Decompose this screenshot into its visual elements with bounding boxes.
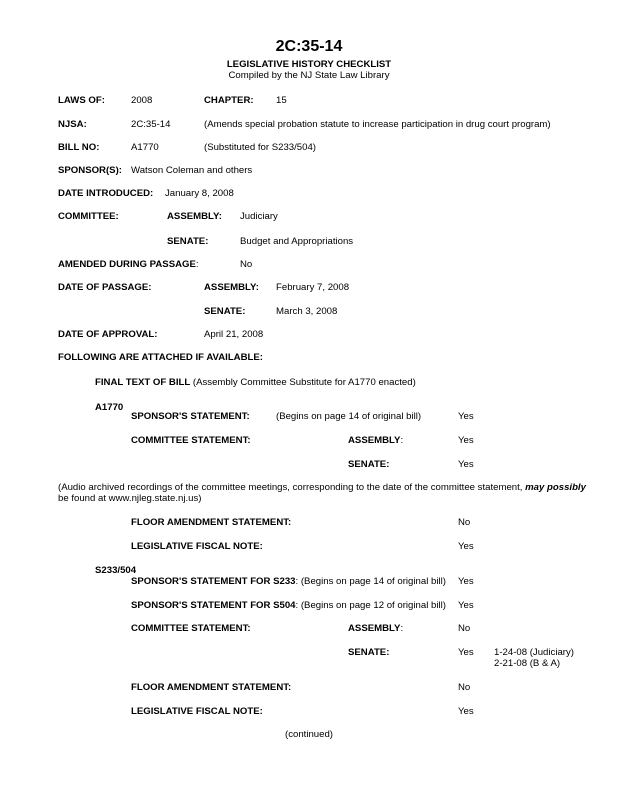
s233-senate-date-1: 1-24-08 (Judiciary) — [494, 647, 574, 658]
audio-note-line1 — [58, 482, 586, 493]
date-of-passage-label: DATE OF PASSAGE: — [58, 282, 152, 293]
passage-senate-value: March 3, 2008 — [276, 306, 338, 317]
s504-sponsor-line — [131, 600, 446, 611]
a1770-fiscal-note-value: Yes — [458, 541, 474, 552]
amended-value: No — [240, 259, 253, 270]
laws-of-value: 2008 — [131, 95, 153, 106]
s233-senate-value: Yes — [458, 647, 474, 658]
final-text-note: (Assembly Committee Substitute for A1770 enacted) — [190, 377, 416, 388]
laws-of-label: LAWS OF: — [58, 95, 105, 106]
continued-footer: (continued) — [285, 729, 333, 740]
a1770-committee-statement-label: COMMITTEE STATEMENT: — [131, 435, 251, 446]
s233-heading: S233/504 — [95, 565, 137, 576]
committee-senate-label: SENATE: — [167, 236, 209, 247]
a1770-sponsor-statement-value: Yes — [458, 411, 474, 422]
s233-senate-label: SENATE: — [348, 647, 390, 658]
passage-senate-label: SENATE: — [204, 306, 246, 317]
amended-label-group — [58, 259, 199, 270]
audio-note-emphasis: may possibly — [525, 482, 586, 493]
s233-sponsor-note: : (Begins on page 14 of original bill) — [295, 576, 446, 587]
a1770-heading: A1770 — [95, 402, 124, 413]
final-text-line — [95, 377, 416, 388]
s233-assembly-label: ASSEMBLY — [348, 623, 401, 634]
passage-assembly-label: ASSEMBLY: — [204, 282, 259, 293]
s233-assembly-group — [348, 623, 403, 634]
a1770-assembly-value: Yes — [458, 435, 474, 446]
a1770-assembly-group — [348, 435, 403, 446]
amended-colon: : — [195, 259, 199, 270]
passage-assembly-value: February 7, 2008 — [276, 282, 350, 293]
date-of-approval-value: April 21, 2008 — [204, 329, 264, 340]
sponsors-value: Watson Coleman and others — [131, 165, 253, 176]
audio-note-line2: be found at www.njleg.state.nj.us) — [58, 493, 202, 504]
s233-fiscal-note-label: LEGISLATIVE FISCAL NOTE: — [131, 706, 263, 717]
s233-sponsor-label: SPONSOR'S STATEMENT FOR S233 — [131, 576, 296, 587]
s233-assembly-colon: : — [400, 623, 404, 634]
amended-label: AMENDED DURING PASSAGE — [58, 259, 196, 270]
committee-senate-value: Budget and Appropriations — [240, 236, 354, 247]
a1770-senate-value: Yes — [458, 459, 474, 470]
s233-committee-statement-label: COMMITTEE STATEMENT: — [131, 623, 251, 634]
chapter-label: CHAPTER: — [204, 95, 254, 106]
committee-assembly-label: ASSEMBLY: — [167, 211, 222, 222]
sponsors-label: SPONSOR(S): — [58, 165, 122, 176]
njsa-note: (Amends special probation statute to increase participation in drug court program) — [204, 119, 551, 130]
s504-sponsor-value: Yes — [458, 600, 474, 611]
s233-sponsor-value: Yes — [458, 576, 474, 587]
committee-label: COMMITTEE: — [58, 211, 119, 222]
s504-sponsor-label: SPONSOR'S STATEMENT FOR S504 — [131, 600, 296, 611]
date-of-approval-label: DATE OF APPROVAL: — [58, 329, 158, 340]
citation-title: 2C:35-14 — [275, 38, 343, 55]
a1770-assembly-label: ASSEMBLY — [348, 435, 401, 446]
njsa-label: NJSA: — [58, 119, 87, 130]
s504-sponsor-note: : (Begins on page 12 of original bill) — [295, 600, 446, 611]
s233-sponsor-line — [131, 576, 446, 587]
njsa-value: 2C:35-14 — [131, 119, 171, 130]
a1770-floor-amendment-value: No — [458, 517, 471, 528]
a1770-floor-amendment-label: FLOOR AMENDMENT STATEMENT: — [131, 517, 292, 528]
s233-senate-date-2: 2-21-08 (B & A) — [494, 658, 561, 669]
s233-floor-amendment-value: No — [458, 682, 471, 693]
audio-note-text: (Audio archived recordings of the committee meetings, corresponding to the date of the committee statement, — [58, 482, 526, 493]
attached-heading: FOLLOWING ARE ATTACHED IF AVAILABLE: — [58, 352, 263, 363]
checklist-title: LEGISLATIVE HISTORY CHECKLIST — [226, 59, 392, 70]
bill-no-value: A1770 — [131, 142, 159, 153]
a1770-sponsor-statement-note: (Begins on page 14 of original bill) — [276, 411, 422, 422]
a1770-sponsor-statement-label: SPONSOR'S STATEMENT: — [131, 411, 250, 422]
committee-assembly-value: Judiciary — [240, 211, 278, 222]
a1770-senate-label: SENATE: — [348, 459, 390, 470]
compiled-by: Compiled by the NJ State Law Library — [228, 70, 390, 81]
bill-no-label: BILL NO: — [58, 142, 100, 153]
date-introduced-value: January 8, 2008 — [165, 188, 234, 199]
final-text-label: FINAL TEXT OF BILL — [95, 377, 191, 388]
s233-floor-amendment-label: FLOOR AMENDMENT STATEMENT: — [131, 682, 292, 693]
chapter-value: 15 — [276, 95, 287, 106]
a1770-fiscal-note-label: LEGISLATIVE FISCAL NOTE: — [131, 541, 263, 552]
date-introduced-label: DATE INTRODUCED: — [58, 188, 154, 199]
bill-no-note: (Substituted for S233/504) — [204, 142, 316, 153]
s233-fiscal-note-value: Yes — [458, 706, 474, 717]
s233-assembly-value: No — [458, 623, 471, 634]
a1770-assembly-colon: : — [400, 435, 404, 446]
